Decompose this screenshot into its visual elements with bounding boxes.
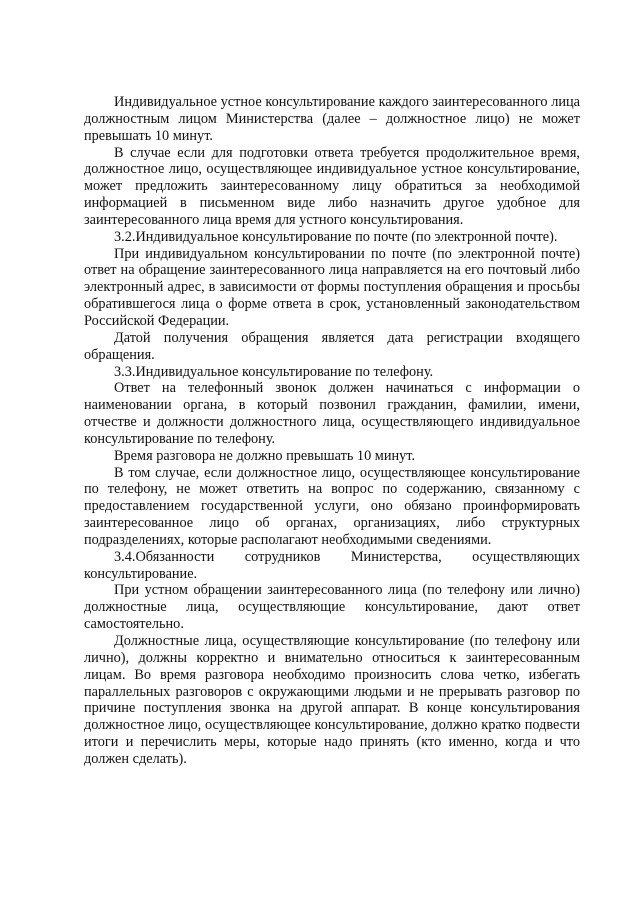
- paragraph-receipt-date: Датой получения обращения является дата регистрации входящего обращения.: [84, 329, 580, 363]
- paragraph-phone-time-limit: Время разговора не должно превышать 10 минут.: [114, 447, 416, 464]
- section-heading-3-2: 3.2.Индивидуальное консультирование по почте (по электронной почте).: [114, 228, 558, 245]
- paragraph-staff-conduct: Должностные лица, осуществляющие консультирование (по телефону или лично), должны корректно и внимательно относиться к заинтересованным лицам. Во время разговора необходимо произносить слова четко, избегать параллельных разговоров с окружающими людьми и не прерывать разговор по причине поступления звонка на другой аппарат. В конце консультирования должностное лицо, осуществляющее консультирование, должно кратко подвести итоги и перечислить меры, которые надо принять (кто именно, когда и что должен сделать).: [84, 633, 580, 767]
- section-heading-3-4: 3.4.Обязанности сотрудников Министерства, осуществляющих консультирование.: [84, 548, 580, 582]
- paragraph-long-answer-preparation: В случае если для подготовки ответа требуется продолжительное время, должностное лицо, осуществляющее индивидуальное устное консультирование, может предложить заинтересованному лицу обратиться за необходимой информацией в письменном виде либо назначить другое удобное для заинтересованного лица время для устного консультирования.: [84, 144, 580, 228]
- paragraph-unable-to-answer: В том случае, если должностное лицо, осуществляющее консультирование по телефону, не может ответить на вопрос по содержанию, связанному с предоставлением государственной услуги, оно обязано проинформировать заинтересованное лицо об органах, организациях, либо структурных подразделениях, которые располагают необходимыми сведениями.: [84, 464, 580, 548]
- paragraph-oral-request: При устном обращении заинтересованного лица (по телефону или лично) должностные лица, осуществляющие консультирование, дают ответ самостоятельно.: [84, 582, 580, 633]
- paragraph-mail-consultation: При индивидуальном консультировании по почте (по электронной почте) ответ на обращение заинтересованного лица направляется на его почтовый либо электронный адрес, в зависимости от формы поступления обращения и просьбы обратившегося лица о форме ответа в срок, установленный законодательством Российской Федерации.: [84, 245, 580, 329]
- document-body: [84, 94, 580, 768]
- section-heading-3-3: 3.3.Индивидуальное консультирование по телефону.: [114, 363, 434, 380]
- paragraph-consultation-time-limit: Индивидуальное устное консультирование каждого заинтересованного лица должностным лицом Министерства (далее – должностное лицо) не может превышать 10 минут.: [84, 94, 580, 144]
- paragraph-phone-answer: Ответ на телефонный звонок должен начинаться с информации о наименовании органа, в который позвонил гражданин, фамилии, имени, отчестве и должности должностного лица, осуществляющего индивидуальное консультирование по телефону.: [84, 380, 580, 447]
